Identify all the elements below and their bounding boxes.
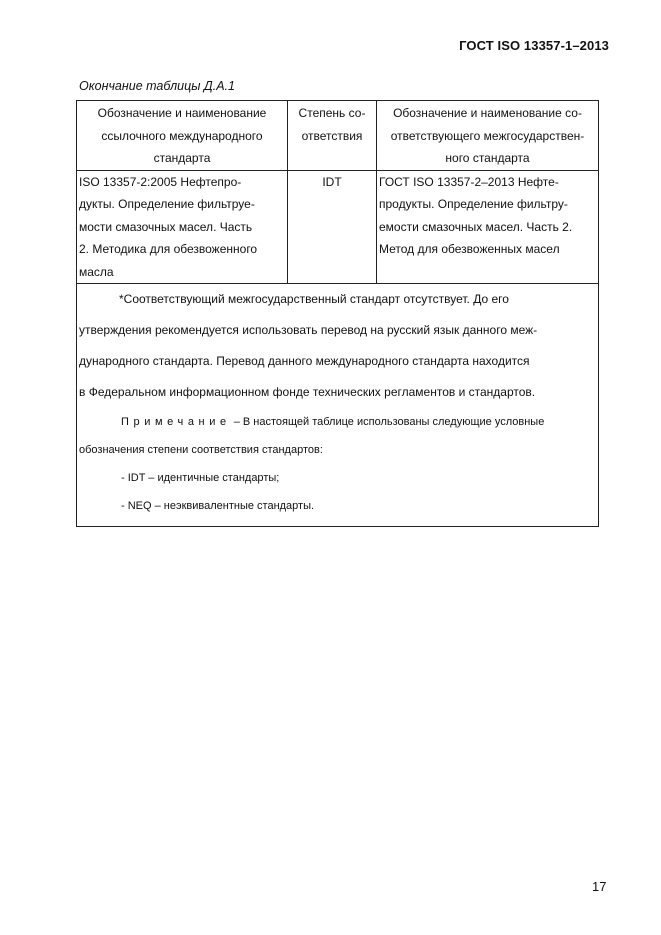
cell-line: мости смазочных масел. Часть — [79, 219, 253, 234]
note-line — [79, 408, 594, 436]
cell-line: 2. Методика для обезвоженного — [79, 242, 258, 256]
cell-intl-standard — [77, 170, 288, 284]
table-footer-row — [77, 284, 599, 527]
table-row — [77, 170, 599, 284]
header-line: ного стандарта — [445, 151, 530, 165]
footnote-line: в Федеральном информационном фонде технических регламентов и стандартов. — [79, 385, 536, 399]
cell-line: Метод для обезвоженных масел — [379, 242, 560, 256]
note-line: обозначения степени соответствия стандартов: — [79, 444, 323, 456]
cell-degree: IDT — [288, 170, 377, 284]
document-code: ГОСТ ISO 13357-1–2013 — [459, 38, 609, 53]
cell-line: масла — [79, 264, 114, 279]
footnote-cell — [77, 284, 599, 527]
table-header-row — [77, 101, 599, 171]
cell-line: продукты. Определение фильтру- — [379, 197, 568, 211]
cell-line: дукты. Определение фильтруе- — [79, 197, 255, 211]
page-number: 17 — [592, 879, 607, 894]
header-line: ответствующего межгосударствен- — [390, 128, 585, 143]
header-line: Обозначение и наименование — [97, 106, 267, 120]
header-line: ответствия — [301, 128, 363, 143]
header-national-standard — [377, 101, 599, 171]
header-line: Степень со- — [298, 106, 366, 120]
header-intl-standard — [77, 101, 288, 171]
header-line: Обозначение и наименование со- — [393, 106, 582, 120]
header-degree — [288, 101, 377, 171]
footnote-line: *Соответствующий межгосударственный стандарт отсутствует. До его — [119, 292, 509, 306]
cell-line: ISO 13357-2:2005 Нефтепро- — [79, 174, 242, 189]
table-caption: Окончание таблицы Д.А.1 — [79, 79, 235, 93]
footnote-line: утверждения рекомендуется использовать перевод на русский язык данного меж- — [79, 323, 538, 337]
header-line: ссылочного международного — [101, 128, 263, 143]
note-item: - IDT – идентичные стандарты; — [121, 472, 280, 484]
footnote-line: дународного стандарта. Перевод данного международного стандарта находится — [79, 354, 530, 368]
note-label: Примечание — [121, 416, 231, 428]
cell-line: ГОСТ ISO 13357-2–2013 Нефте- — [379, 174, 559, 189]
cell-national-standard — [377, 170, 599, 284]
note-item: - NEQ – неэквивалентные стандарты. — [121, 500, 315, 512]
header-line: стандарта — [153, 151, 211, 165]
cell-line: емости смазочных масел. Часть 2. — [379, 219, 573, 234]
note-text: – В настоящей таблице использованы следующие условные — [230, 416, 545, 428]
standards-table — [76, 100, 599, 527]
